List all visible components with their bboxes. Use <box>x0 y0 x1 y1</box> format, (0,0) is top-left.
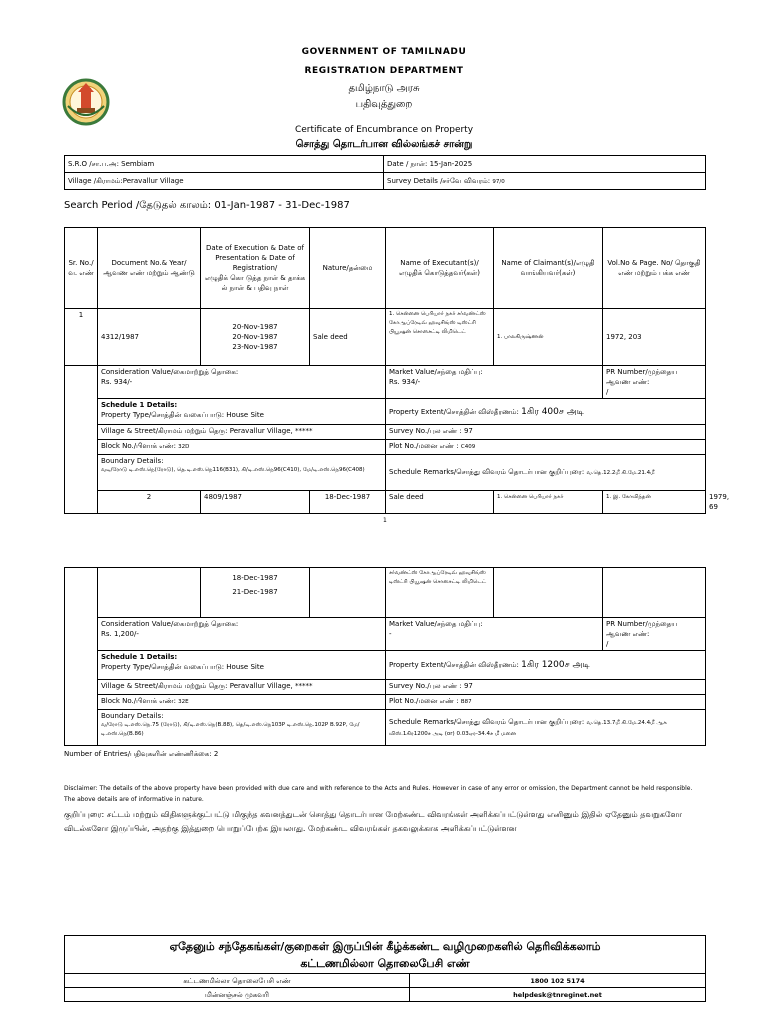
entries-count: Number of Entries/பதிவுகளின் எண்ணிக்கை: 2 <box>64 750 219 758</box>
entry-dates <box>201 309 310 366</box>
block-cell <box>98 440 386 455</box>
entry-doc: 4809/1987 <box>201 491 310 514</box>
consideration-label: Consideration Value/கைமாற்றுத் தொகை: <box>101 620 239 628</box>
col-doc: Document No.& Year/ ஆவண எண் மற்றும் ஆண்டு <box>98 228 201 309</box>
block-value: 32E <box>178 699 189 705</box>
help-title: ஏதேனும் சந்தேகங்கள்/குறைகள் இருப்பின் கீழ்க்கண்ட வழிமுறைகளில் தெரிவிக்கலாம் <box>169 939 601 953</box>
village-street: Village & Street/கிராமம் மற்றும் தெரு: Peravallur Village, ***** <box>98 680 386 695</box>
table-row <box>65 309 706 366</box>
extent-cell <box>386 651 706 680</box>
pr-value: / <box>606 640 609 648</box>
values-row <box>65 366 706 399</box>
certificate-title: Certificate of Encumbrance on Property <box>294 125 474 135</box>
plot-label: Plot No./மனை எண் : <box>389 442 459 450</box>
survey-field <box>384 173 706 190</box>
market-label: Market Value/சந்தை மதிப்பு: <box>389 368 483 376</box>
boundary-cell <box>98 455 386 491</box>
market-cell <box>386 618 603 651</box>
survey-no: Survey No./புல எண் : 97 <box>386 680 706 695</box>
block-cell <box>98 695 386 710</box>
property-type: Property Type/சொத்தின் வகைப்பாடு: House Site <box>101 411 264 419</box>
exec-date: 18-Dec-1987 <box>310 491 386 514</box>
plot-value: C409 <box>460 444 476 450</box>
phone-number: 1800 102 5174 <box>410 974 706 988</box>
block-label: Block No./பிளாக் எண்: <box>101 697 176 705</box>
schedule-cell <box>98 651 386 680</box>
entries-table-continued <box>64 567 706 746</box>
gov-heading-ta: தமிழ்நாடு அரசு <box>348 83 420 94</box>
consideration-value: Rs. 934/- <box>101 378 133 386</box>
date-field: Date / நாள்: 15-Jan-2025 <box>384 156 706 173</box>
col-nature: Nature/தன்மை <box>310 228 386 309</box>
boundary-value: வடி/ரோடு டி.எஸ்.நெ(ரோடு), தெ.டி.எஸ்.நெ116(B31), கி/டி.எஸ்.நெ96(C410), மே/டி.எஸ்.நெ96(C408) <box>101 467 365 473</box>
presentation-date: 20-Nov-1987 <box>232 333 278 341</box>
consideration-label: Consideration Value/கைமாற்றுத் தொகை: <box>101 368 239 376</box>
search-period: Search Period /தேடுதல் காலம்: 01-Jan-1987 - 31-Dec-1987 <box>64 200 350 211</box>
email-address[interactable]: helpdesk@tnreginet.net <box>410 988 706 1002</box>
registration-date: 23-Nov-1987 <box>232 343 278 351</box>
extent-value: 1கிர 400ச அடி <box>521 406 584 417</box>
survey-no: Survey No./புல எண் : 97 <box>386 425 706 440</box>
entry-executant: 1. சென்னை பெரியார் நகர் <box>494 491 603 514</box>
col-date <box>201 228 310 309</box>
block-label: Block No./பிளாக் எண்: <box>101 442 176 450</box>
dept-heading-ta: பதிவுத்துறை <box>355 99 413 110</box>
market-label: Market Value/சந்தை மதிப்பு: <box>389 620 483 628</box>
remarks-value: வ.தெ.13.7மீ கி.மே.24.4மீ ஆக விஸ்.1கிர1200ச அடி (or) 0.03ஏர-34.4ச மீ மனை <box>389 719 667 737</box>
col-claimant: Name of Claimant(s)/எழுதி வாங்கியவர்(கள்) <box>494 228 603 309</box>
table-row: 2 4809/1987 18-Dec-1987 Sale deed 1. சென்னை பெரியார் நகர் 1. இ. கோவிந்தன் 1979, 69 <box>65 491 706 514</box>
schedule-label: Schedule 1 Details: <box>101 401 178 409</box>
plot-cell <box>386 695 706 710</box>
schedule-label: Schedule 1 Details: <box>101 653 178 661</box>
page-number: 1 <box>383 517 387 524</box>
phone-label: கட்டணமில்லா தொலைபேசி எண் <box>65 974 410 988</box>
market-value: - <box>389 630 392 638</box>
sro-field: S.R.O /சா.ப.அ: Sembiam <box>65 156 384 173</box>
entries-table <box>64 227 730 514</box>
entry-nature: Sale deed <box>386 491 494 514</box>
consideration-cell <box>98 618 386 651</box>
entry-doc: 4312/1987 <box>98 309 201 366</box>
col-sr: Sr. No./ வ. எண் <box>65 228 98 309</box>
table-header-row <box>65 228 706 309</box>
help-heading <box>65 936 706 974</box>
schedule-cell <box>98 399 386 425</box>
entry-vol: 1972, 203 <box>603 309 706 366</box>
consideration-value: Rs. 1,200/- <box>101 630 139 638</box>
entry-claimant: 1. பாலகிருஷ்ணன் <box>494 309 603 366</box>
col-date-en: Date of Execution & Date of Presentation & Date of Registration/ <box>206 244 304 272</box>
boundary-value: வ/ரோடு டி.எஸ்.நெ.75 (ரோடு), கி/டி.எஸ்.நெ(B.88), தெ/டி.எஸ்.நெ103P டி.எஸ்.நெ.102P B.92P, மே/டி.எஸ்.நெ(B.86) <box>101 722 360 737</box>
col-date-ta: எழுதிக் கொ டுத்த நாள் & தாக்க ல் நாள் & பதிவு நாள் <box>204 274 306 292</box>
remarks-cell <box>386 455 706 491</box>
survey-value: 97/0 <box>492 178 505 185</box>
info-table <box>64 155 706 190</box>
boundary-cell <box>98 710 386 746</box>
entry-dates-continued <box>201 568 310 618</box>
plot-cell <box>386 440 706 455</box>
entry-nature: Sale deed <box>310 309 386 366</box>
pr-label: PR Number/முந்தைய ஆவண எண்: <box>606 368 678 386</box>
entry-sr: 1 <box>65 309 98 366</box>
entry-executant: 1. சென்னை பெரியார் நகர் சர்வண்ட்ஸ் கோஆப்ரேடிவ் ஹவுசிங்ஸ் டிஸ்ட்ரி பியூஷன் சொசைட்டி லிமிடெட் <box>386 309 494 366</box>
consideration-cell <box>98 366 386 399</box>
gov-heading: GOVERNMENT OF TAMILNADU <box>301 47 467 57</box>
pr-value: / <box>606 388 609 396</box>
extent-cell <box>386 399 706 425</box>
pr-cell <box>603 618 706 651</box>
remarks-label: Schedule Remarks/சொத்து விவரம் தொடர்பான குறிப்புரை: <box>389 468 585 476</box>
disclaimer-en: Disclaimer: The details of the above property have been provided with due care and with reference to the Acts and Rules. However in case of any error or omission, the Department cannot be held responsible. The above details are of informative in nature. <box>64 785 693 803</box>
certificate-title-ta: சொத்து தொடர்பான வில்லங்கச் சான்று <box>295 139 473 150</box>
block-value: 32D <box>178 444 190 450</box>
boundary-label: Boundary Details: <box>101 712 164 720</box>
registration-date: 21-Dec-1987 <box>232 588 278 596</box>
plot-value: B87 <box>460 699 472 705</box>
pr-cell <box>603 366 706 399</box>
village-field: Village /கிராமம்:Peravallur Village <box>65 173 384 190</box>
extent-label: Property Extent/சொத்தின் விஸ்தீரணம்: <box>389 407 519 416</box>
survey-label: Survey Details /சர்வே விவரம்: <box>387 176 491 185</box>
col-vol: Vol.No & Page. No/ தொகுதி எண் மற்றும் பக்க எண் <box>603 228 706 309</box>
help-table <box>64 935 706 1002</box>
presentation-date: 18-Dec-1987 <box>232 574 278 582</box>
email-label: மின்னஞ்சல் முகவரி <box>65 988 410 1002</box>
market-value: Rs. 934/- <box>389 378 421 386</box>
property-type: Property Type/சொத்தின் வகைப்பாடு: House Site <box>101 663 264 671</box>
exec-date: 20-Nov-1987 <box>232 323 278 331</box>
help-subtitle: கட்டணமில்லா தொலைபேசி எண் <box>300 956 470 970</box>
plot-label: Plot No./மனை எண் : <box>389 697 459 705</box>
entry-claimant: 1. இ. கோவிந்தன் <box>603 491 706 514</box>
remarks-value: வ.தெ.12.2மீ கி.மே.21.4மீ <box>586 470 655 476</box>
table-row-continued <box>65 568 706 618</box>
col-executant: Name of Executant(s)/ எழுதிக் கொடுத்தவர்(கள்) <box>386 228 494 309</box>
remarks-cell <box>386 710 706 746</box>
dept-heading: REGISTRATION DEPARTMENT <box>304 66 464 76</box>
entry-sr: 2 <box>98 491 201 514</box>
market-cell <box>386 366 603 399</box>
boundary-label: Boundary Details: <box>101 457 164 465</box>
entry-executant-continued: சர்வண்ட்ஸ் கோஆப்ரேடிவ் ஹவுசிங்ஸ் டிஸ்ட்ரி பியூஷன் சொசைட்டி லிமிடெட் <box>386 568 494 618</box>
pr-label: PR Number/முந்தைய ஆவண எண்: <box>606 620 678 638</box>
extent-value: 1கிர 1200ச அடி <box>521 660 590 670</box>
village-street: Village & Street/கிராமம் மற்றும் தெரு: Peravallur Village, ***** <box>98 425 386 440</box>
extent-label: Property Extent/சொத்தின் விஸ்தீரணம்: <box>389 661 519 669</box>
remarks-label: Schedule Remarks/சொத்து விவரம் தொடர்பான குறிப்புரை: <box>389 717 585 726</box>
disclaimer-ta: குறிப்புரை: சட்டம் மற்றும் விதிகளுக்குட்பட்டு மிகுந்த கவனத்துடன் சொத்து தொடர்பான மேற்கண்ட விவரங்கள் அளிக்கப்பட்டுள்ளது எனினும் இதில் ஏதேனும் தவறுகளோ விடல்களோ இருப்பின், அதற்கு இத்துறை பொறுப்பேற்க இயலாது. மேற்கண்ட விவரங்கள் தகவலுக்காக அளிக்கப்பட்டுள்ளன <box>64 810 682 833</box>
